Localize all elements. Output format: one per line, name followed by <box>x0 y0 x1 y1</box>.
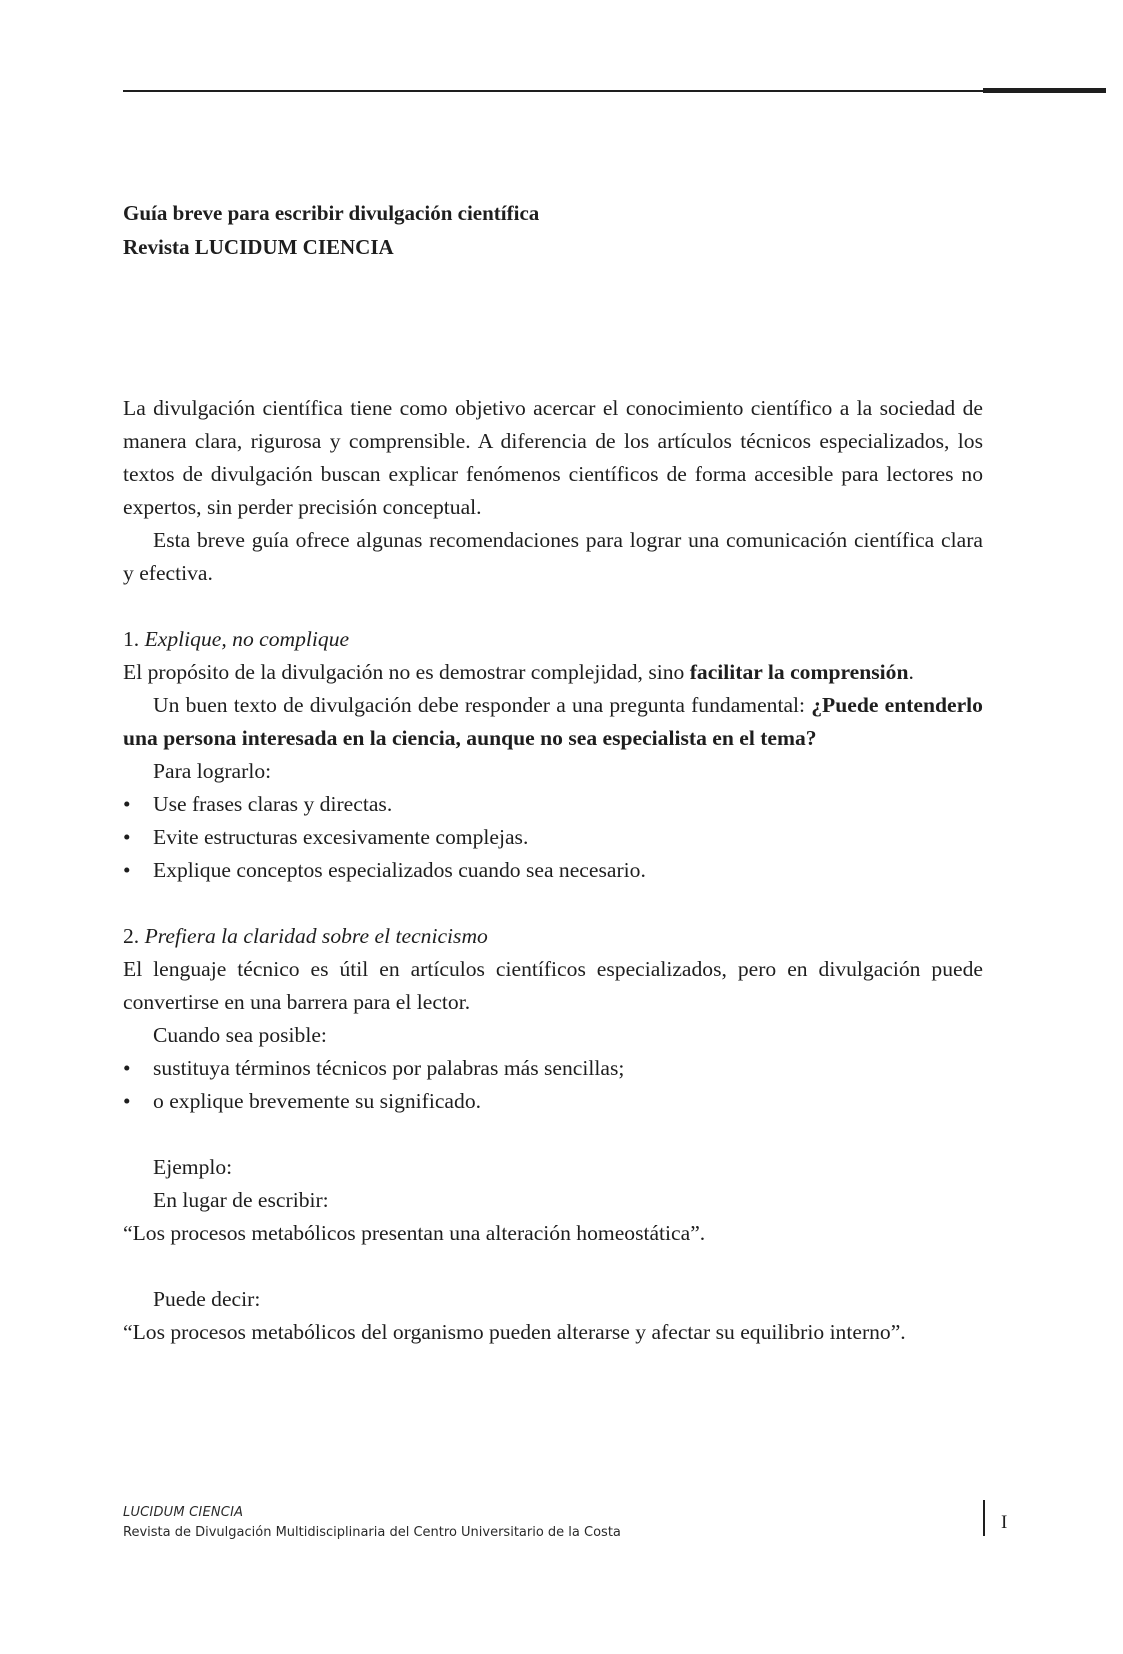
page-number-divider <box>983 1500 985 1536</box>
document-subtitle: Revista LUCIDUM CIENCIA <box>123 235 394 259</box>
section2-lead: Cuando sea posible: <box>153 1023 327 1047</box>
bullet-icon: • <box>123 1056 131 1080</box>
header-rule-accent <box>983 88 1106 93</box>
page-footer <box>123 1503 621 1543</box>
section-title: Explique, no complique <box>144 627 350 651</box>
list-item-text: Evite estructuras excesivamente complejas. <box>153 825 529 849</box>
bullet-icon: • <box>123 1089 131 1113</box>
section1-bullet-list <box>123 788 983 887</box>
list-item <box>123 1052 983 1085</box>
list-item <box>123 821 983 854</box>
bullet-icon: • <box>123 825 131 849</box>
section1-lead: Para lograrlo: <box>153 759 272 783</box>
footer-magazine-name: LUCIDUM CIENCIA <box>123 1505 244 1520</box>
footer-magazine-subtitle: Revista de Divulgación Multidisciplinaria del Centro Universitario de la Costa <box>123 1525 621 1540</box>
instead-label: En lugar de escribir: <box>153 1188 329 1212</box>
intro-paragraph: La divulgación científica tiene como objetivo acercar el conocimiento científico a la sociedad de manera clara, rigurosa y comprensible. A diferencia de los artículos técnicos especializados, los textos de divulgación buscan explicar fenómenos científicos de forma accesible para lectores no expertos, sin perder precisión conceptual. <box>123 396 983 519</box>
list-item <box>123 788 983 821</box>
text-run: . <box>908 660 914 684</box>
page-number: I <box>1001 1512 1008 1533</box>
key-question: ¿Puede entenderlo una persona interesada en la ciencia, aunque no sea especialista en el tema? <box>123 693 983 750</box>
section2-paragraph: El lenguaje técnico es útil en artículos científicos especializados, pero en divulgación puede convertirse en una barrera para el lector. <box>123 957 983 1014</box>
list-item-text: Explique conceptos especializados cuando sea necesario. <box>153 858 646 882</box>
intro-paragraph-2: Esta breve guía ofrece algunas recomendaciones para lograr una comunicación científica clara y efectiva. <box>123 528 983 585</box>
document-body <box>123 392 983 1349</box>
spacer <box>123 1118 983 1151</box>
example-label: Ejemplo: <box>153 1155 233 1179</box>
list-item-text: Use frases claras y directas. <box>153 792 393 816</box>
text-run: El propósito de la divulgación no es demostrar complejidad, sino <box>123 660 690 684</box>
list-item-text: sustituya términos técnicos por palabras más sencillas; <box>153 1056 625 1080</box>
can-say-label: Puede decir: <box>153 1287 261 1311</box>
spacer <box>123 887 983 920</box>
spacer <box>123 590 983 623</box>
good-example-quote: “Los procesos metabólicos del organismo pueden alterarse y afectar su equilibrio interno”. <box>123 1320 906 1344</box>
section-title: Prefiera la claridad sobre el tecnicismo <box>144 924 488 948</box>
section1-paragraph-2 <box>123 689 983 755</box>
bullet-icon: • <box>123 858 131 882</box>
section2-bullet-list <box>123 1052 983 1118</box>
document-title-block <box>123 196 539 264</box>
bad-example-quote: “Los procesos metabólicos presentan una alteración homeostática”. <box>123 1221 706 1245</box>
section-number: 2. <box>123 924 140 948</box>
text-run: Un buen texto de divulgación debe responder a una pregunta fundamental: <box>153 693 812 717</box>
document-title: Guía breve para escribir divulgación científica <box>123 201 540 225</box>
section1-paragraph <box>123 656 983 689</box>
section-heading-2 <box>123 920 983 953</box>
list-item <box>123 1085 983 1118</box>
emphasis-text: facilitar la comprensión <box>689 660 909 684</box>
section-number: 1. <box>123 627 140 651</box>
list-item <box>123 854 983 887</box>
header-rule <box>123 90 985 92</box>
bullet-icon: • <box>123 792 131 816</box>
section-heading-1 <box>123 623 983 656</box>
list-item-text: o explique brevemente su significado. <box>153 1089 482 1113</box>
spacer <box>123 1250 983 1283</box>
